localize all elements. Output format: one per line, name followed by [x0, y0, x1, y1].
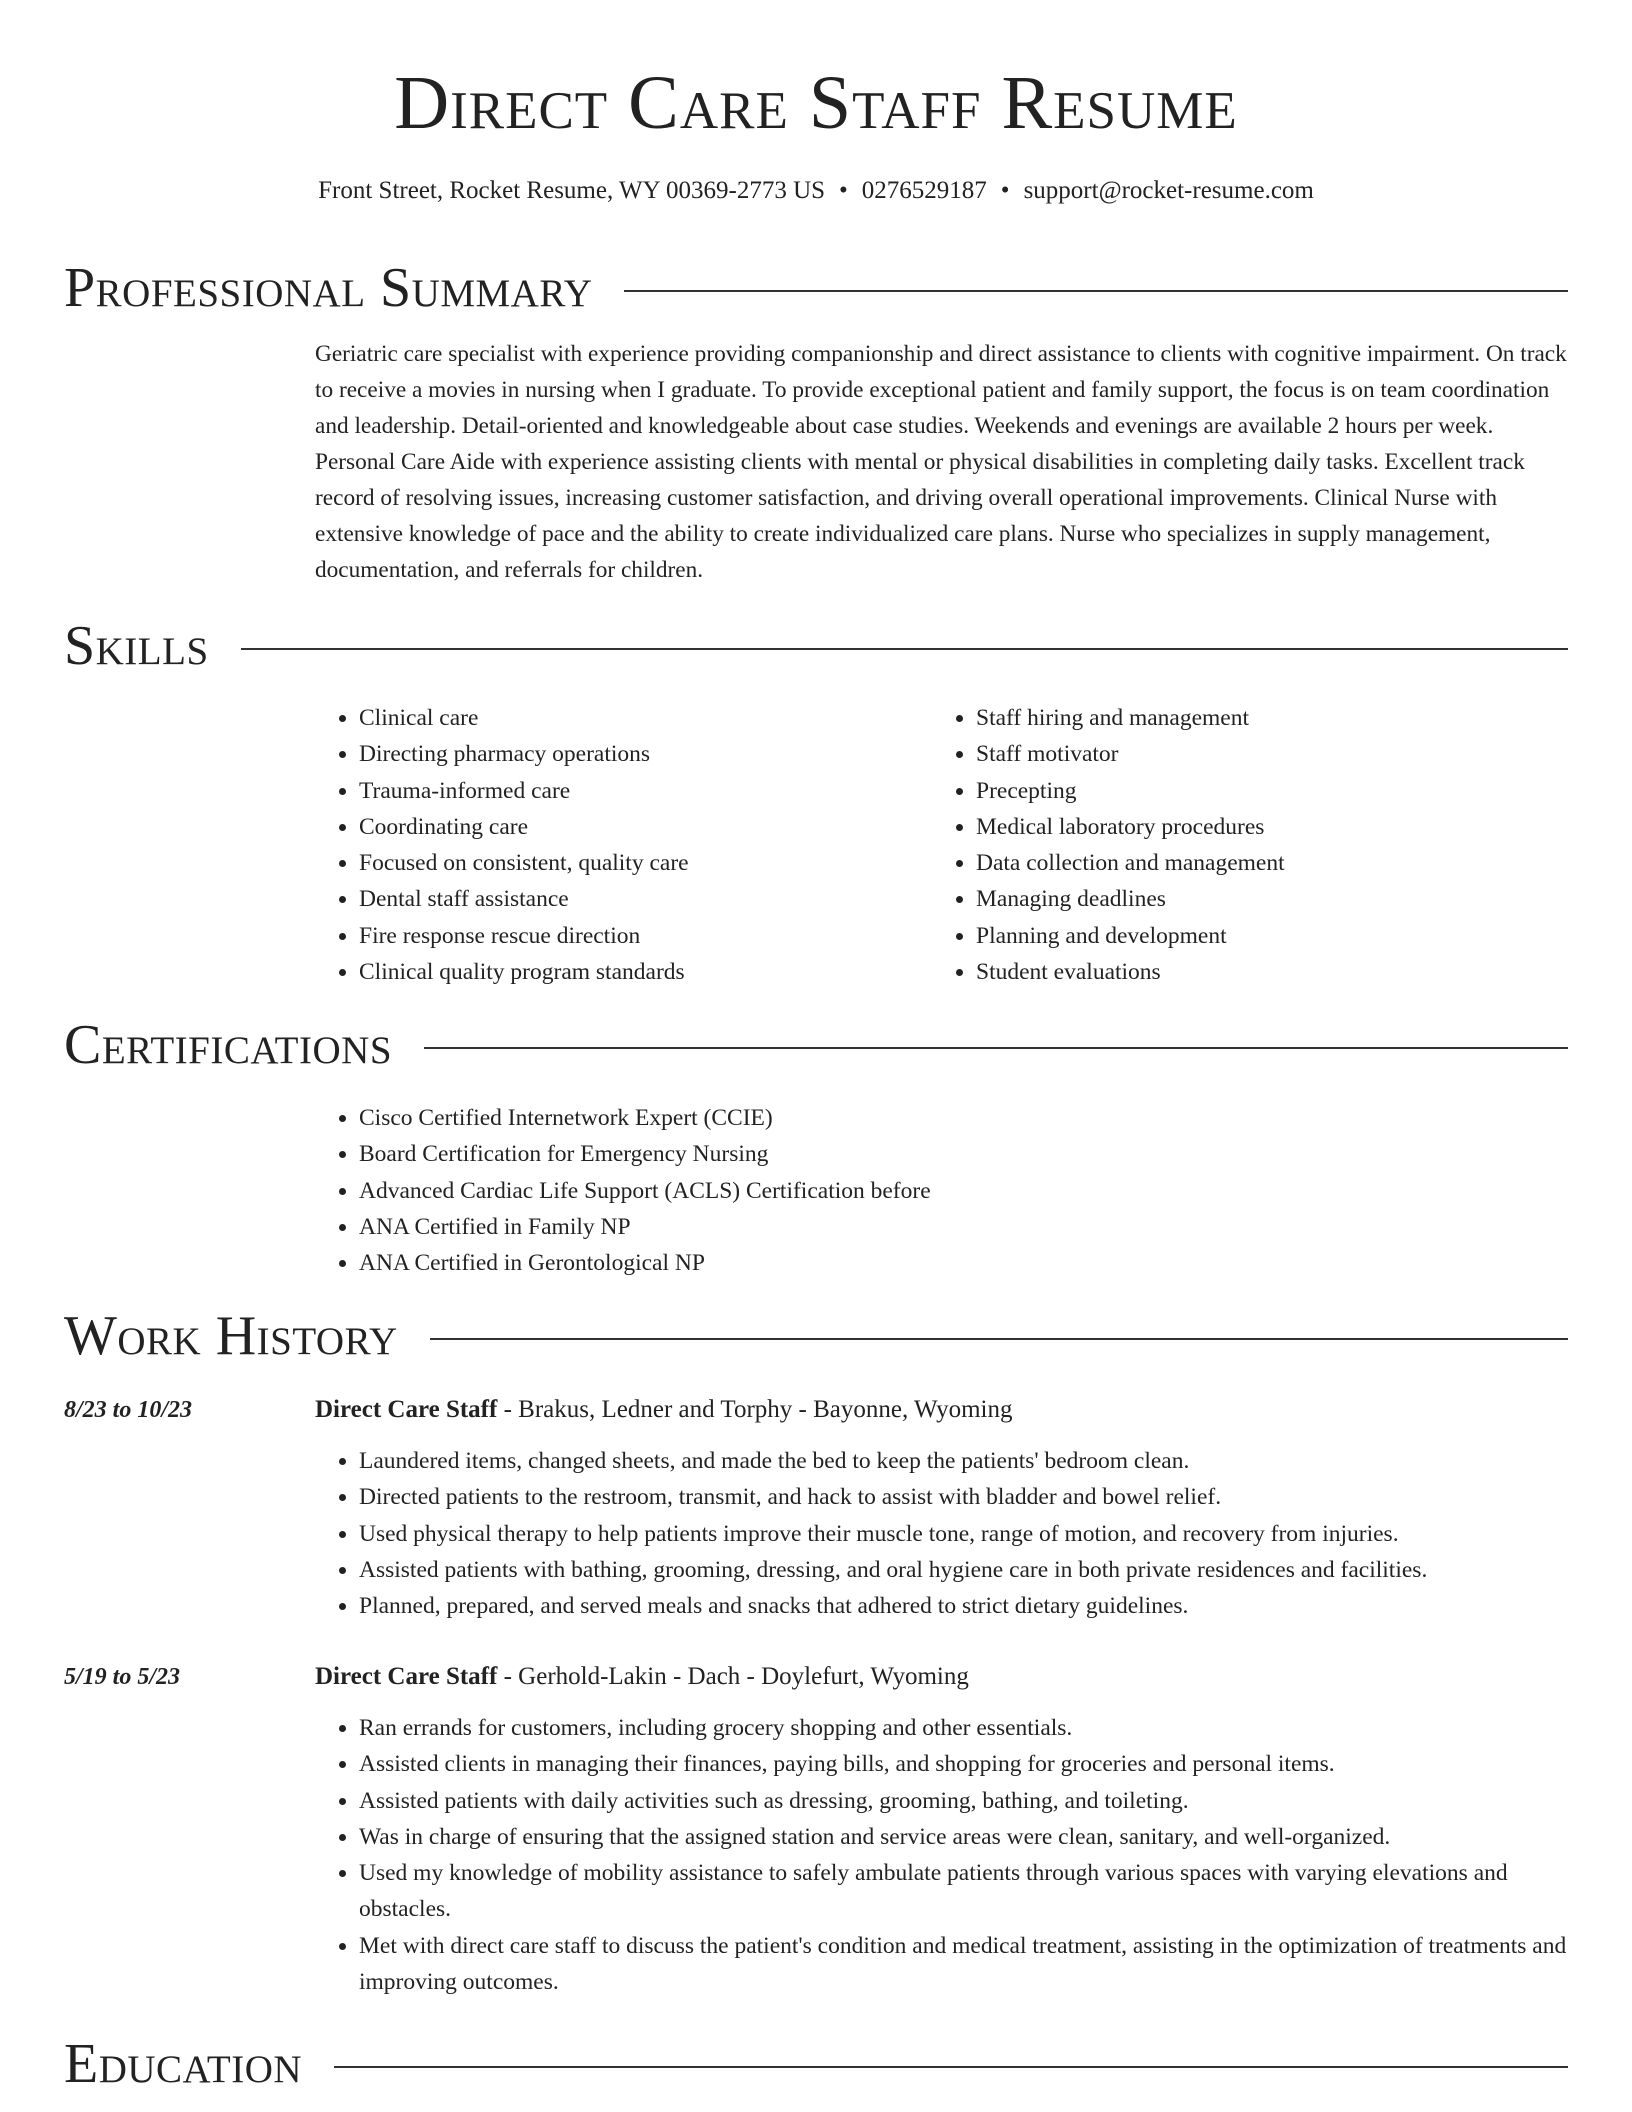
- skill-item: • Fire response rescue direction: [359, 918, 875, 954]
- job-duty: • Used physical therapy to help patients improve their muscle tone, range of motion, and recovery from injuries.: [359, 1516, 1568, 1552]
- skills-list: [315, 700, 875, 990]
- job-employer-location: - Brakus, Ledner and Torphy - Bayonne, Wyoming: [497, 1396, 1013, 1423]
- job-duty: • Planned, prepared, and served meals and snacks that adhered to strict dietary guidelines.: [359, 1588, 1568, 1624]
- job-duty: • Ran errands for customers, including grocery shopping and other essentials.: [359, 1710, 1568, 1746]
- skill-item: • Student evaluations: [976, 954, 1492, 990]
- summary-text: Geriatric care specialist with experience providing companionship and direct assistance to clients with cognitive impairment. On track to receive a movies in nursing when I graduate. To provide exceptional patient and family support, the focus is on team coordination and leadership. Detail-oriented and knowledgeable about case studies. Weekends and evenings are available 2 hours per week. Personal Care Aide with experience assisting clients with mental or physical disabilities in completing daily tasks. Excellent track record of resolving issues, increasing customer satisfaction, and driving overall operational improvements. Clinical Nurse with extensive knowledge of pace and the ability to create individualized care plans. Nurse who specializes in supply management, documentation, and referrals for children.: [315, 341, 1567, 583]
- contact-separator: •: [1000, 177, 1010, 204]
- skill-item: • Staff hiring and management: [976, 700, 1492, 736]
- skill-item: • Planning and development: [976, 918, 1492, 954]
- job-dates: 8/23 to 10/23: [64, 1397, 193, 1423]
- section-divider: [424, 1047, 1568, 1049]
- job-bullets: [315, 1710, 1568, 2000]
- skill-item: • Dental staff assistance: [359, 881, 875, 917]
- certifications-list: [315, 1100, 1568, 1281]
- skill-item: • Precepting: [976, 773, 1492, 809]
- skill-item: • Data collection and management: [976, 845, 1492, 881]
- skill-item: • Staff motivator: [976, 736, 1492, 772]
- job-duty: • Assisted clients in managing their finances, paying bills, and shopping for groceries and personal items.: [359, 1746, 1568, 1782]
- job-dates: 5/19 to 5/23: [64, 1664, 181, 1690]
- skill-item: • Trauma-informed care: [359, 773, 875, 809]
- section-divider: [241, 648, 1568, 650]
- job-entry: [64, 1393, 1568, 1633]
- job-entry: [64, 1660, 1568, 2000]
- skills-list: [932, 700, 1492, 990]
- section-title: Education: [64, 2033, 303, 2095]
- job-duty: • Laundered items, changed sheets, and made the bed to keep the patients' bedroom clean.: [359, 1443, 1568, 1479]
- job-duty: • Assisted patients with bathing, grooming, dressing, and oral hygiene care in both private residences and facilities.: [359, 1552, 1568, 1588]
- certification-item: • Board Certification for Emergency Nursing: [359, 1136, 1568, 1172]
- certifications-block: [315, 1100, 1568, 1281]
- section-divider: [334, 2066, 1568, 2068]
- skill-item: • Clinical quality program standards: [359, 954, 875, 990]
- section-divider: [624, 290, 1568, 292]
- section-title: Professional Summary: [64, 257, 593, 319]
- skill-item: • Medical laboratory procedures: [976, 809, 1492, 845]
- skill-item: • Focused on consistent, quality care: [359, 845, 875, 881]
- contact-separator: •: [839, 177, 848, 204]
- contact-phone: 0276529187: [861, 177, 987, 204]
- skill-item: • Directing pharmacy operations: [359, 736, 875, 772]
- section-header-summary: [64, 256, 1568, 320]
- job-duties-list: [315, 1710, 1568, 2000]
- section-title: Work History: [64, 1305, 398, 1367]
- job-title: Direct Care Staff: [315, 1663, 498, 1690]
- job-duties-list: [315, 1443, 1568, 1624]
- contact-address: Front Street, Rocket Resume, WY 00369-2773 US: [318, 177, 826, 204]
- skills-column-left: [315, 700, 875, 990]
- section-divider: [430, 1338, 1568, 1340]
- section-title: Certifications: [64, 1014, 393, 1076]
- section-header-certifications: [64, 1013, 1568, 1077]
- section-header-work-history: [64, 1304, 1568, 1368]
- skills-column-right: [932, 700, 1492, 990]
- job-duty: • Was in charge of ensuring that the assigned station and service areas were clean, sanitary, and well-organized.: [359, 1819, 1568, 1855]
- section-title: Skills: [64, 615, 209, 677]
- certification-item: • ANA Certified in Family NP: [359, 1209, 1568, 1245]
- certification-item: • ANA Certified in Gerontological NP: [359, 1245, 1568, 1281]
- section-header-skills: [64, 614, 1568, 678]
- skill-item: • Coordinating care: [359, 809, 875, 845]
- section-header-education: [64, 2032, 1568, 2096]
- job-heading: [315, 1393, 1013, 1427]
- job-duty: • Used my knowledge of mobility assistance to safely ambulate patients through various spaces with varying elevations and obstacles.: [359, 1855, 1568, 1928]
- job-heading: [315, 1660, 969, 1694]
- skill-item: • Managing deadlines: [976, 881, 1492, 917]
- resume-name: Direct Care Staff Resume: [394, 61, 1238, 145]
- contact-line: [0, 174, 1632, 208]
- certification-item: • Cisco Certified Internetwork Expert (CCIE): [359, 1100, 1568, 1136]
- skill-item: • Clinical care: [359, 700, 875, 736]
- contact-email: support@rocket-resume.com: [1023, 177, 1314, 204]
- job-employer-location: - Gerhold-Lakin - Dach - Doylefurt, Wyoming: [497, 1663, 969, 1690]
- job-duty: • Directed patients to the restroom, transmit, and hack to assist with bladder and bowel relief.: [359, 1479, 1568, 1515]
- job-duty: • Met with direct care staff to discuss the patient's condition and medical treatment, assisting in the optimization of treatments and improving outcomes.: [359, 1928, 1568, 2001]
- job-duty: • Assisted patients with daily activities such as dressing, grooming, bathing, and toileting.: [359, 1783, 1568, 1819]
- job-bullets: [315, 1443, 1568, 1624]
- job-title: Direct Care Staff: [315, 1396, 498, 1423]
- certification-item: • Advanced Cardiac Life Support (ACLS) Certification before: [359, 1173, 1568, 1209]
